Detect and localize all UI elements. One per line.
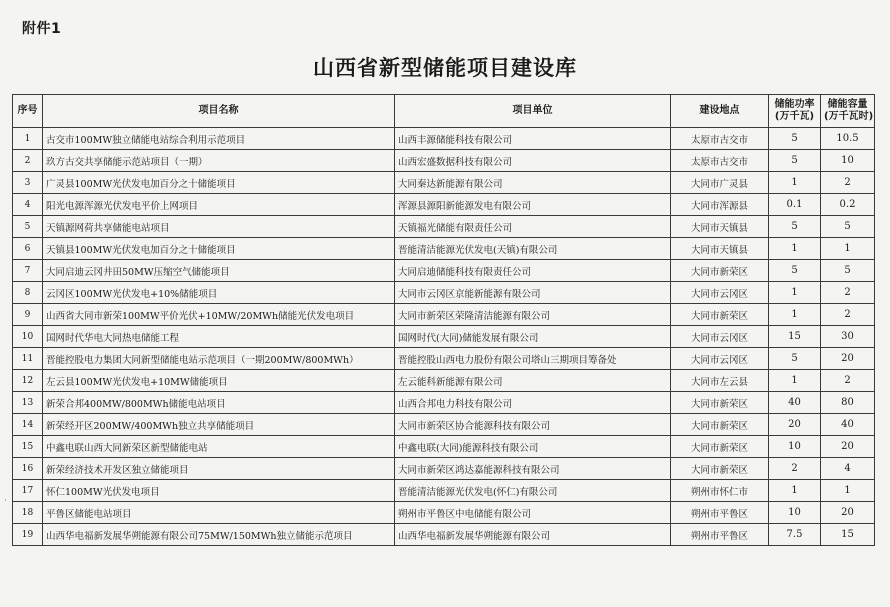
cell-project-unit: 晋能清洁能源光伏发电(怀仁)有限公司 [395, 480, 671, 502]
cell-power: 5 [769, 260, 821, 282]
table-header-row [13, 95, 875, 128]
table-row [13, 414, 875, 436]
cell-no: 16 [13, 458, 43, 480]
cell-project-unit: 大同秦达新能源有限公司 [395, 172, 671, 194]
cell-project-name: 天镇县100MW光伏发电加百分之十储能项目 [43, 238, 395, 260]
cell-capacity: 0.2 [821, 194, 875, 216]
cell-project-unit: 大同市新荣区鸿达嘉能源科技有限公司 [395, 458, 671, 480]
cell-project-unit: 山西华电福新发展华朔能源有限公司 [395, 524, 671, 546]
page-title: 山西省新型储能项目建设库 [313, 55, 577, 80]
cell-location: 大同市新荣区 [671, 260, 769, 282]
cell-project-name: 古交市100MW独立储能电站综合利用示范项目 [43, 128, 395, 150]
cell-capacity: 30 [821, 326, 875, 348]
cell-location: 大同市新荣区 [671, 392, 769, 414]
edge-mark: · [4, 496, 7, 506]
cell-project-name: 新荣经济技术开发区独立储能项目 [43, 458, 395, 480]
header-capacity [821, 95, 875, 128]
cell-power: 5 [769, 216, 821, 238]
cell-project-unit: 大同市云冈区京能新能源有限公司 [395, 282, 671, 304]
cell-location: 朔州市平鲁区 [671, 502, 769, 524]
cell-no: 14 [13, 414, 43, 436]
cell-project-name: 晋能控股电力集团大同新型储能电站示范项目（一期200MW/800MWh） [43, 348, 395, 370]
header-power [769, 95, 821, 128]
cell-no: 9 [13, 304, 43, 326]
cell-capacity: 20 [821, 502, 875, 524]
table-row [13, 370, 875, 392]
cell-power: 1 [769, 282, 821, 304]
cell-no: 3 [13, 172, 43, 194]
cell-power: 0.1 [769, 194, 821, 216]
table-row [13, 392, 875, 414]
cell-project-unit: 大同市新荣区荣隆清洁能源有限公司 [395, 304, 671, 326]
cell-power: 2 [769, 458, 821, 480]
cell-location: 朔州市平鲁区 [671, 524, 769, 546]
cell-no: 17 [13, 480, 43, 502]
cell-project-name: 左云县100MW光伏发电+10MW储能项目 [43, 370, 395, 392]
cell-project-name: 天镇源网荷共享储能电站项目 [43, 216, 395, 238]
cell-location: 大同市浑源县 [671, 194, 769, 216]
cell-location: 大同市新荣区 [671, 414, 769, 436]
cell-capacity: 1 [821, 480, 875, 502]
cell-power: 10 [769, 502, 821, 524]
table-row [13, 436, 875, 458]
table-row [13, 304, 875, 326]
cell-power: 5 [769, 128, 821, 150]
cell-project-unit: 天镇福光储能有限责任公司 [395, 216, 671, 238]
header-project-unit: 项目单位 [395, 95, 671, 128]
table-row [13, 238, 875, 260]
cell-project-unit: 山西宏盛数据科技有限公司 [395, 150, 671, 172]
cell-capacity: 80 [821, 392, 875, 414]
cell-power: 1 [769, 172, 821, 194]
cell-no: 19 [13, 524, 43, 546]
cell-power: 15 [769, 326, 821, 348]
cell-project-name: 中鑫电联山西大同新荣区新型储能电站 [43, 436, 395, 458]
cell-no: 7 [13, 260, 43, 282]
table-row [13, 458, 875, 480]
cell-capacity: 5 [821, 260, 875, 282]
cell-project-name: 大同启迪云冈井田50MW压缩空气储能项目 [43, 260, 395, 282]
cell-power: 1 [769, 480, 821, 502]
cell-project-name: 平鲁区储能电站项目 [43, 502, 395, 524]
cell-project-unit: 浑源县源阳新能源发电有限公司 [395, 194, 671, 216]
cell-capacity: 4 [821, 458, 875, 480]
cell-capacity: 20 [821, 436, 875, 458]
cell-project-unit: 大同市新荣区协合能源科技有限公司 [395, 414, 671, 436]
cell-location: 太原市古交市 [671, 150, 769, 172]
cell-location: 大同市云冈区 [671, 348, 769, 370]
cell-no: 4 [13, 194, 43, 216]
cell-project-name: 云冈区100MW光伏发电+10%储能项目 [43, 282, 395, 304]
cell-no: 8 [13, 282, 43, 304]
cell-location: 太原市古交市 [671, 128, 769, 150]
cell-project-unit: 晋能控股山西电力股份有限公司塔山三期项目筹备处 [395, 348, 671, 370]
cell-no: 10 [13, 326, 43, 348]
cell-power: 40 [769, 392, 821, 414]
cell-capacity: 40 [821, 414, 875, 436]
cell-location: 大同市天镇县 [671, 238, 769, 260]
table-row [13, 502, 875, 524]
cell-project-unit: 国网时代(大同)储能发展有限公司 [395, 326, 671, 348]
cell-capacity: 5 [821, 216, 875, 238]
cell-location: 大同市新荣区 [671, 458, 769, 480]
table-row [13, 128, 875, 150]
header-location: 建设地点 [671, 95, 769, 128]
table-row [13, 216, 875, 238]
cell-power: 5 [769, 150, 821, 172]
cell-power: 5 [769, 348, 821, 370]
table-row [13, 326, 875, 348]
table-row [13, 524, 875, 546]
cell-capacity: 15 [821, 524, 875, 546]
header-capacity-label: 储能容量 [827, 99, 868, 110]
cell-capacity: 1 [821, 238, 875, 260]
header-project-name: 项目名称 [43, 95, 395, 128]
header-capacity-unit: (万千瓦时) [824, 111, 874, 122]
table-row [13, 480, 875, 502]
cell-project-unit: 山西丰源储能科技有限公司 [395, 128, 671, 150]
cell-project-unit: 左云能科新能源有限公司 [395, 370, 671, 392]
cell-location: 朔州市怀仁市 [671, 480, 769, 502]
cell-project-unit: 山西合邦电力科技有限公司 [395, 392, 671, 414]
table-row [13, 194, 875, 216]
cell-location: 大同市新荣区 [671, 436, 769, 458]
cell-power: 1 [769, 238, 821, 260]
cell-no: 12 [13, 370, 43, 392]
table-body [13, 128, 875, 546]
cell-location: 大同市云冈区 [671, 326, 769, 348]
cell-capacity: 2 [821, 282, 875, 304]
cell-project-unit: 朔州市平鲁区中电储能有限公司 [395, 502, 671, 524]
cell-no: 13 [13, 392, 43, 414]
cell-project-name: 新荣经开区200MW/400MWh独立共享储能项目 [43, 414, 395, 436]
cell-capacity: 2 [821, 172, 875, 194]
cell-power: 20 [769, 414, 821, 436]
cell-project-name: 广灵县100MW光伏发电加百分之十储能项目 [43, 172, 395, 194]
header-power-label: 储能功率 [774, 99, 815, 110]
cell-capacity: 10 [821, 150, 875, 172]
cell-no: 2 [13, 150, 43, 172]
cell-project-name: 阳光电源浑源光伏发电平价上网项目 [43, 194, 395, 216]
cell-power: 1 [769, 304, 821, 326]
cell-project-name: 国网时代华电大同热电储能工程 [43, 326, 395, 348]
cell-project-name: 山西华电福新发展华朔能源有限公司75MW/150MWh独立储能示范项目 [43, 524, 395, 546]
cell-project-unit: 大同启迪储能科技有限责任公司 [395, 260, 671, 282]
cell-capacity: 2 [821, 370, 875, 392]
table-row [13, 260, 875, 282]
header-power-unit: (万千瓦) [774, 111, 815, 122]
cell-power: 1 [769, 370, 821, 392]
cell-project-name: 山西省大同市新荣100MW平价光伏+10MW/20MWh储能光伏发电项目 [43, 304, 395, 326]
cell-no: 11 [13, 348, 43, 370]
cell-no: 5 [13, 216, 43, 238]
cell-project-name: 玖方古交共享储能示范站项目（一期） [43, 150, 395, 172]
cell-project-unit: 晋能清洁能源光伏发电(天镇)有限公司 [395, 238, 671, 260]
table-row [13, 282, 875, 304]
cell-project-name: 新荣合邦400MW/800MWh储能电站项目 [43, 392, 395, 414]
cell-location: 大同市左云县 [671, 370, 769, 392]
cell-capacity: 10.5 [821, 128, 875, 150]
cell-location: 大同市天镇县 [671, 216, 769, 238]
cell-no: 6 [13, 238, 43, 260]
cell-location: 大同市新荣区 [671, 304, 769, 326]
cell-location: 大同市广灵县 [671, 172, 769, 194]
cell-location: 大同市云冈区 [671, 282, 769, 304]
table-row [13, 348, 875, 370]
cell-no: 1 [13, 128, 43, 150]
cell-power: 10 [769, 436, 821, 458]
header-no: 序号 [13, 95, 43, 128]
cell-capacity: 20 [821, 348, 875, 370]
cell-project-name: 怀仁100MW光伏发电项目 [43, 480, 395, 502]
project-table [12, 94, 875, 546]
cell-no: 18 [13, 502, 43, 524]
cell-project-unit: 中鑫电联(大同)能源科技有限公司 [395, 436, 671, 458]
table-row [13, 172, 875, 194]
cell-power: 7.5 [769, 524, 821, 546]
table-row [13, 150, 875, 172]
cell-no: 15 [13, 436, 43, 458]
cell-capacity: 2 [821, 304, 875, 326]
attachment-label: 附件1 [22, 21, 62, 37]
